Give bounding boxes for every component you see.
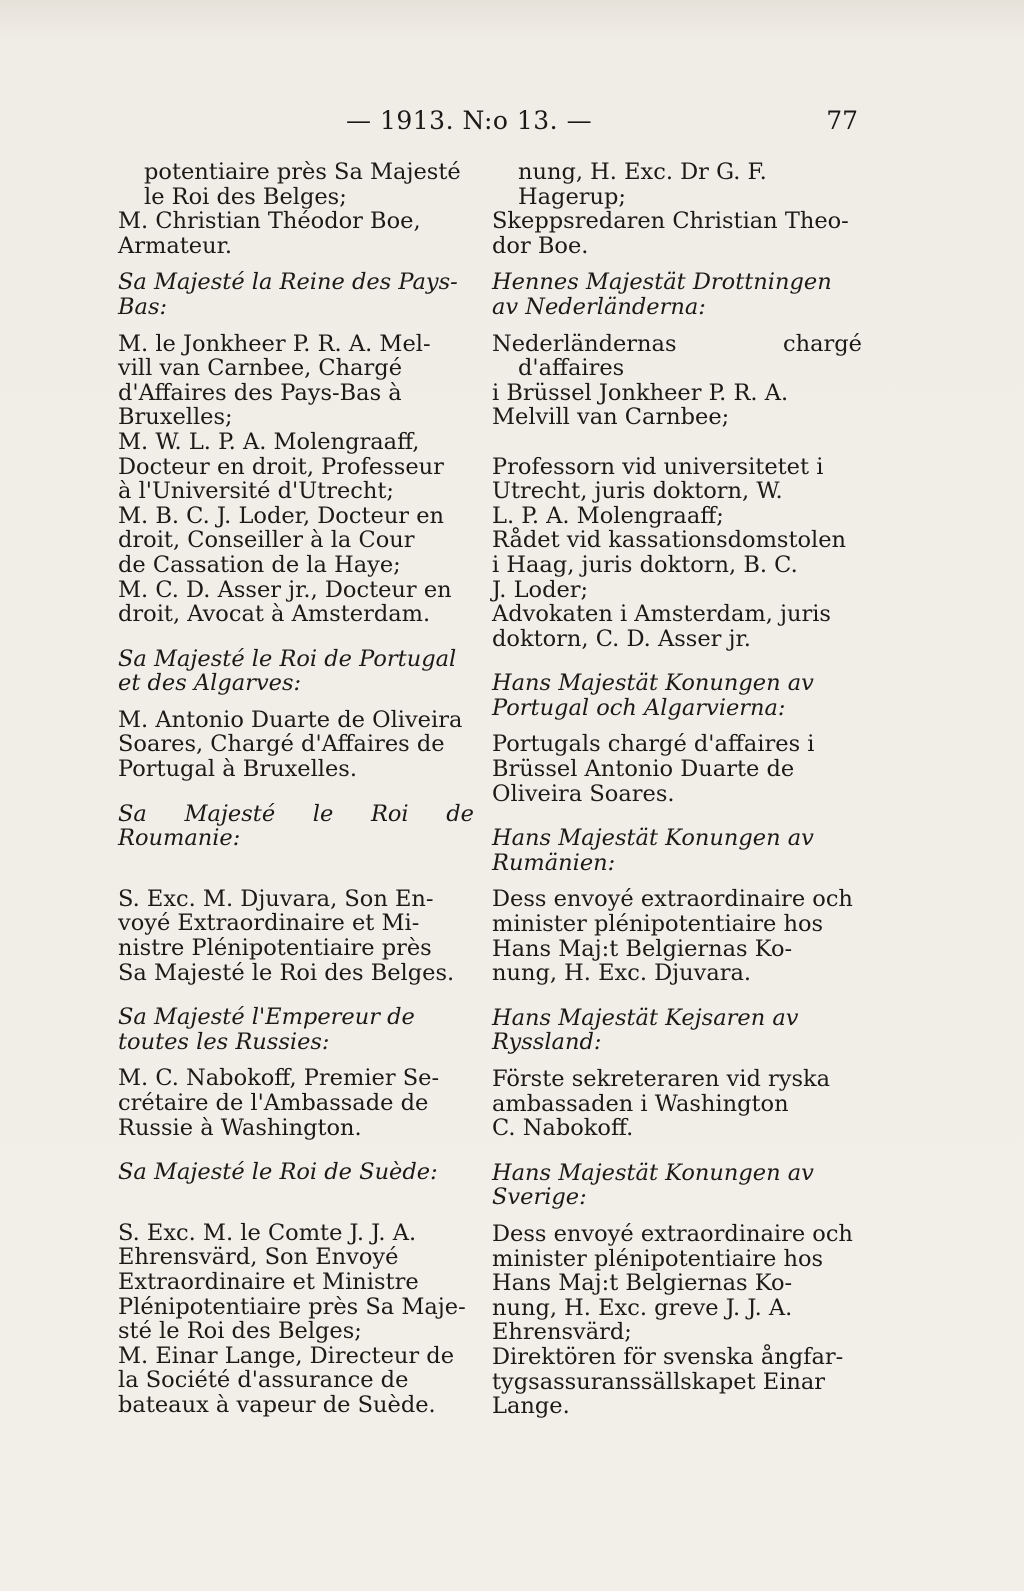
line: Sverige: <box>492 1184 587 1211</box>
entry-loder <box>118 504 474 578</box>
header-year-number: — 1913. N:o 13. — <box>346 106 593 135</box>
entry-soares <box>492 732 862 806</box>
line: la Société d'assurance de <box>118 1367 409 1394</box>
line: Advokaten i Amsterdam, juris <box>492 601 831 628</box>
line: Extraordinaire et Ministre <box>118 1268 419 1295</box>
line: ambassaden i Washington <box>492 1090 789 1117</box>
entry-molengraaff <box>492 455 862 529</box>
line: Ehrensvärd; <box>492 1319 632 1346</box>
line: potentiaire près Sa Majesté <box>144 159 461 185</box>
line: de Cassation de la Haye; <box>118 551 401 578</box>
line: M. C. Nabokoff, Premier Se- <box>118 1065 440 1092</box>
line: Portugal och Algarvierna: <box>492 694 786 721</box>
line: Hans Majestät Konungen av <box>492 1159 814 1186</box>
line: Sa Majesté le Roi de Roumanie: <box>118 800 474 852</box>
line: toutes les Russies: <box>118 1028 330 1055</box>
line: S. Exc. M. Djuvara, Son En- <box>118 885 434 912</box>
entry-ehrensvard <box>118 1221 474 1344</box>
line: nung, H. Exc. Dr G. F. <box>518 159 767 185</box>
line: d'Affaires des Pays-Bas à <box>118 379 402 406</box>
entry-djuvara <box>118 887 474 985</box>
line: Armateur. <box>118 232 233 259</box>
heading-romania <box>492 826 862 875</box>
line: Hans Majestät Konungen av <box>492 670 814 697</box>
line: Bas: <box>118 293 168 320</box>
line: i Brüssel Jonkheer P. R. A. <box>492 379 789 406</box>
heading-romania <box>118 802 474 851</box>
line: Hans Maj:t Belgiernas Ko- <box>492 1270 793 1297</box>
line: Ryssland: <box>492 1029 602 1056</box>
entry-soares <box>118 708 474 782</box>
line: nung, H. Exc. Djuvara. <box>492 960 752 987</box>
entry-molengraaff <box>118 430 474 504</box>
line: vill van Carnbee, Chargé <box>118 355 403 382</box>
line: Hagerup; <box>518 183 626 210</box>
line: Melvill van Carnbee; <box>492 404 730 431</box>
line: droit, Conseiller à la Cour <box>118 527 415 554</box>
line: Oliveira Soares. <box>492 780 675 807</box>
line: Ehrensvärd, Son Envoyé <box>118 1244 399 1271</box>
line: M. W. L. P. A. Molengraaff, <box>118 428 420 455</box>
line: Hans Majestät Konungen av <box>492 825 814 852</box>
entry-loder <box>492 528 862 602</box>
line: M. B. C. J. Loder, Docteur en <box>118 502 445 529</box>
line: M. C. D. Asser jr., Docteur en <box>118 576 452 603</box>
line: i Haag, juris doktorn, B. C. <box>492 551 798 578</box>
line: minister plénipotentiaire hos <box>492 1245 824 1272</box>
entry-melvill <box>492 332 862 430</box>
entry-ehrensvard <box>492 1222 862 1345</box>
entry-boe <box>118 209 474 258</box>
line: Hans Maj:t Belgiernas Ko- <box>492 935 793 962</box>
running-header <box>0 106 1024 142</box>
line: minister plénipotentiaire hos <box>492 911 824 938</box>
line: bateaux à vapeur de Suède. <box>118 1391 436 1418</box>
line: Sa Majesté l'Empereur de <box>118 1004 415 1031</box>
line: et des Algarves: <box>118 670 302 697</box>
heading-sweden <box>492 1161 862 1210</box>
page-number: 77 <box>826 106 858 135</box>
line: Portugals chargé d'affaires i <box>492 731 815 758</box>
line: nistre Plénipotentiaire près <box>118 935 432 962</box>
line: Sa Majesté le Roi de Portugal <box>118 645 457 672</box>
entry-lange <box>492 1345 862 1419</box>
heading-netherlands <box>118 270 474 319</box>
line: Utrecht, juris doktorn, W. <box>492 478 783 505</box>
line: Docteur en droit, Professeur <box>118 453 444 480</box>
line: Sa Majesté la Reine des Pays- <box>118 269 458 296</box>
line: Portugal à Bruxelles. <box>118 756 357 783</box>
line: sté le Roi des Belges; <box>118 1318 362 1345</box>
line: Russie à Washington. <box>118 1114 362 1141</box>
line: tygsassuranssällskapet Einar <box>492 1368 826 1395</box>
entry-asser <box>492 602 862 651</box>
line: Dess envoyé extraordinaire och <box>492 1220 853 1247</box>
line: droit, Avocat à Amsterdam. <box>118 601 431 628</box>
heading-portugal <box>492 671 862 720</box>
entry-asser <box>118 578 474 627</box>
entry-belgium-plenipotentiary <box>118 160 474 209</box>
line: Nederländernas chargé d'affaires <box>492 330 862 382</box>
line: L. P. A. Molengraaff; <box>492 502 724 529</box>
line: Förste sekreteraren vid ryska <box>492 1066 831 1092</box>
line: voyé Extraordinaire et Mi- <box>118 910 420 937</box>
line: M. le Jonkheer P. R. A. Mel- <box>118 330 431 357</box>
heading-netherlands <box>492 270 862 319</box>
line: Hans Majestät Kejsaren av <box>492 1004 799 1031</box>
line: Plénipotentiaire près Sa Maje- <box>118 1293 466 1320</box>
heading-russia <box>492 1006 862 1055</box>
line: Hennes Majestät Drottningen <box>492 269 832 296</box>
line: S. Exc. M. le Comte J. J. A. <box>118 1219 417 1246</box>
line: Sa Majesté le Roi des Belges. <box>118 959 455 986</box>
entry-nabokoff <box>118 1066 474 1140</box>
heading-russia <box>118 1005 474 1054</box>
line: dor Boe. <box>492 232 589 259</box>
line: M. Antonio Duarte de Oliveira <box>118 706 463 733</box>
line: Rådet vid kassationsdomstolen <box>492 527 847 554</box>
line: C. Nabokoff. <box>492 1115 634 1142</box>
french-column <box>118 160 474 1418</box>
swedish-column <box>492 160 862 1419</box>
line: crétaire de l'Ambassade de <box>118 1090 429 1116</box>
line: M. Einar Lange, Directeur de <box>118 1342 455 1369</box>
line: le Roi des Belges; <box>144 183 347 210</box>
line: nung, H. Exc. greve J. J. A. <box>492 1294 793 1321</box>
entry-melvill <box>118 332 474 430</box>
line: av Nederländerna: <box>492 293 706 320</box>
line: Sa Majesté le Roi de Suède: <box>118 1159 438 1186</box>
entry-boe <box>492 209 862 258</box>
line: Bruxelles; <box>118 404 233 431</box>
entry-nabokoff <box>492 1067 862 1141</box>
entry-lange <box>118 1344 474 1418</box>
line: à l'Université d'Utrecht; <box>118 478 395 505</box>
entry-hagerup <box>492 160 862 209</box>
line: Brüssel Antonio Duarte de <box>492 756 795 783</box>
line: Skeppsredaren Christian Theo- <box>492 208 849 235</box>
heading-sweden <box>118 1160 474 1185</box>
line: Soares, Chargé d'Affaires de <box>118 731 445 758</box>
line: J. Loder; <box>492 576 589 603</box>
entry-djuvara <box>492 887 862 985</box>
line: Dess envoyé extraordinaire och <box>492 886 853 913</box>
line: M. Christian Théodor Boe, <box>118 208 421 235</box>
line: Lange. <box>492 1393 570 1420</box>
line: Rumänien: <box>492 849 616 876</box>
line: doktorn, C. D. Asser jr. <box>492 625 751 652</box>
line: Professorn vid universitetet i <box>492 453 824 480</box>
line: Direktören för svenska ångfar- <box>492 1343 844 1370</box>
heading-portugal <box>118 647 474 696</box>
